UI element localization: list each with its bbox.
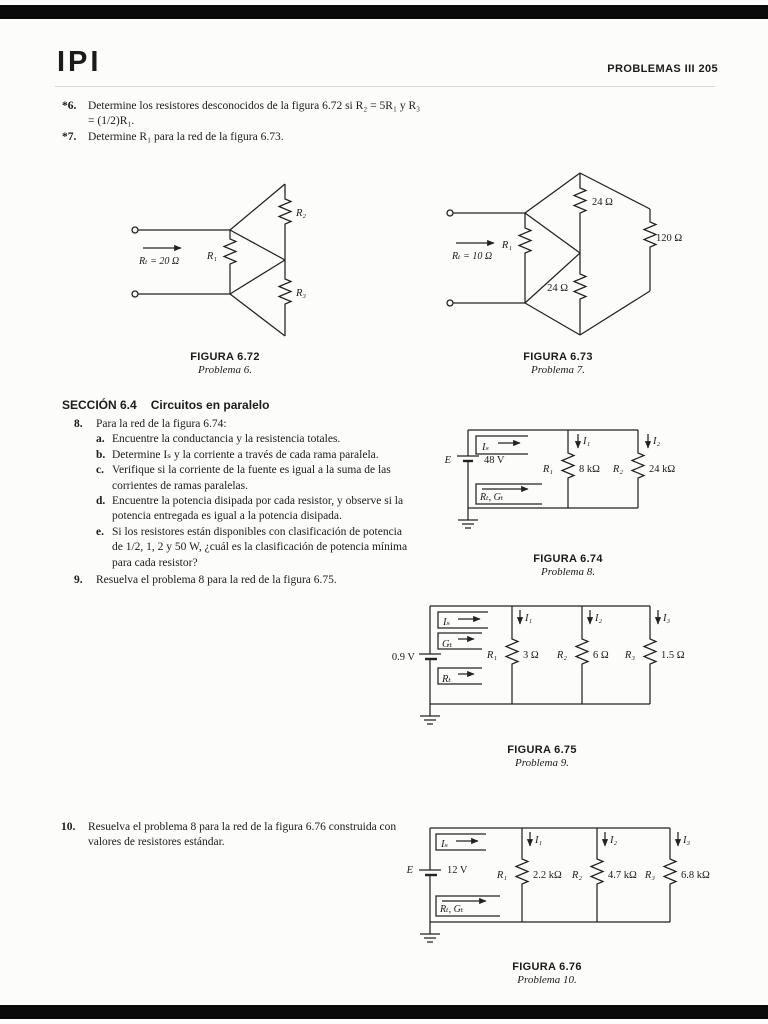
r2-value: 6 Ω (593, 650, 609, 661)
r2-label: R₂ (296, 208, 307, 219)
resistor-r2 (576, 606, 588, 704)
r1-value: 3 Ω (523, 650, 539, 661)
gt-label: Gₜ (442, 639, 453, 650)
problem-8-item-d: d. Encuentre la potencia disipada por cada resistor, y observe si la potencia entregada es igual a la potencia disipada. (96, 495, 404, 523)
battery-icon (419, 654, 441, 659)
resistor-r1 (562, 430, 574, 508)
r1-label: R₁ (542, 464, 553, 475)
i2-label: I₂ (653, 436, 661, 447)
rt-label: Rₜ = 20 Ω (139, 256, 180, 267)
problem-8-item-c: c. Verifique si la corriente de la fuente es igual a la suma de las corrientes de ramas paralelas. (96, 464, 391, 492)
resistor-r1 (506, 606, 518, 704)
figure-title: FIGURA 6.72 (190, 351, 260, 363)
figure-676-caption (382, 961, 712, 986)
i3-label: I₃ (683, 835, 691, 846)
battery-icon (419, 870, 441, 875)
figure-675-circuit (392, 592, 692, 742)
resistor-r3 (664, 828, 676, 922)
problem-10-text: Resuelva el problema 8 para la red de la figura 6.76 construida con valores de resistores estándar. (88, 821, 397, 849)
wire (230, 294, 285, 336)
source-value: 0.9 V (391, 652, 415, 663)
problem-7-text: Determine R₁ para la red de la figura 6.73. (88, 131, 284, 143)
wire (525, 213, 580, 253)
wire (525, 173, 580, 213)
figure-subtitle: Problema 9. (515, 757, 569, 769)
wire (230, 184, 285, 230)
rtgt-label: Rₜ, Gₜ (440, 904, 464, 915)
section-number: SECCIÓN 6.4 (62, 398, 137, 412)
resistor-24-top (574, 173, 586, 253)
rt-label: Rₜ (442, 674, 452, 685)
problem-8 (74, 417, 412, 571)
terminal-icon (447, 210, 453, 216)
source-label: E (444, 455, 451, 466)
ground-icon (420, 922, 440, 942)
problem-6 (62, 99, 424, 130)
i2-label: I₂ (610, 835, 618, 846)
r-top-label: 24 Ω (592, 197, 613, 208)
section-title: Circuitos en paralelo (150, 398, 270, 412)
figure-subtitle: Problema 8. (541, 566, 595, 578)
wire (525, 303, 580, 335)
figure-676-circuit (392, 810, 722, 960)
r3-label: R₃ (296, 288, 307, 299)
section-heading (62, 398, 269, 412)
problem-6-text: Determine los resistores desconocidos de la figura 6.72 si R₂ = 5R₁ y R₃ = (1/2)R₁. (88, 100, 421, 128)
resistor-120 (644, 209, 656, 291)
rtgt-label: Rₜ, Gₜ (480, 492, 504, 503)
r3-value: 1.5 Ω (661, 650, 685, 661)
r3-label: R₃ (644, 870, 655, 881)
r1-label: R₁ (501, 240, 512, 251)
source-label: E (406, 865, 413, 876)
figure-title: FIGURA 6.73 (523, 351, 593, 363)
r2-label: R₂ (612, 464, 623, 475)
resistor-24-bottom (574, 253, 586, 335)
is-label: Iₛ (441, 839, 449, 850)
problem-7-number: *7. (62, 131, 77, 143)
i1-label: I₁ (583, 436, 591, 447)
figure-673-caption (448, 351, 668, 376)
resistor-r1 (519, 213, 531, 303)
r-bottom-label: 24 Ω (547, 283, 568, 294)
problem-6-number: *6. (62, 100, 77, 112)
source-value: 12 V (447, 865, 468, 876)
resistor-r3 (279, 260, 291, 336)
r2-value: 4.7 kΩ (608, 870, 637, 881)
terminal-icon (132, 227, 138, 233)
r1-value: 2.2 kΩ (533, 870, 562, 881)
r3-label: R₃ (624, 650, 635, 661)
i1-label: I₁ (525, 613, 533, 624)
problem-9-text: Resuelva el problema 8 para la red de la figura 6.75. (96, 574, 337, 586)
resistor-r2 (591, 828, 603, 922)
header-rule (55, 86, 715, 87)
terminal-icon (447, 300, 453, 306)
figure-title: FIGURA 6.75 (507, 744, 577, 756)
figure-673-circuit (440, 163, 692, 348)
resistor-r2 (632, 430, 644, 508)
figure-subtitle: Problema 10. (517, 974, 577, 986)
ground-icon (458, 508, 478, 528)
figure-subtitle: Problema 7. (531, 364, 585, 376)
running-head: PROBLEMAS III 205 (607, 63, 718, 75)
problem-8-item-b: b. Determine Iₛ y la corriente a través de cada rama paralela. (96, 448, 379, 461)
i1-label: I₁ (535, 835, 543, 846)
figure-672-caption (125, 351, 325, 376)
resistor-r2 (279, 184, 291, 260)
i3-label: I₃ (663, 613, 671, 624)
r1-label: R₁ (486, 650, 497, 661)
wire (580, 173, 650, 209)
r3-value: 6.8 kΩ (681, 870, 710, 881)
r2-label: R₂ (556, 650, 567, 661)
figure-674-circuit (438, 398, 698, 548)
battery-icon (457, 456, 479, 461)
problem-8-intro: Para la red de la figura 6.74: (96, 418, 227, 430)
wire (580, 291, 650, 335)
problem-10 (61, 820, 424, 851)
problem-8-item-a: a. Encuentre la conductancia y la resistencia totales. (96, 433, 341, 446)
wire (230, 260, 285, 294)
r1-label: R₁ (206, 251, 217, 262)
page-top-bar (0, 5, 768, 19)
figure-title: FIGURA 6.74 (533, 553, 603, 565)
ground-icon (420, 704, 440, 724)
source-value: 48 V (484, 455, 505, 466)
i2-label: I₂ (595, 613, 603, 624)
problem-8-number: 8. (74, 418, 83, 430)
figure-674-caption (438, 553, 698, 578)
wire (230, 230, 285, 260)
r2-value: 24 kΩ (649, 464, 676, 475)
fig675-wires (430, 606, 650, 704)
rt-label: Rₜ = 10 Ω (452, 251, 493, 262)
problem-10-number: 10. (61, 821, 76, 833)
resistor-r1 (516, 828, 528, 922)
wire (525, 253, 580, 303)
resistor-r1 (224, 230, 236, 294)
r-right-label: 120 Ω (656, 233, 683, 244)
r1-label: R₁ (496, 870, 507, 881)
resistor-r3 (644, 606, 656, 704)
page-bottom-bar (0, 1005, 768, 1019)
problem-9 (74, 573, 412, 588)
problem-7 (62, 130, 424, 145)
r1-value: 8 kΩ (579, 464, 600, 475)
problem-8-item-e: e. Si los resistores están disponibles con clasificación de potencia de 1/2, 1, 2 y 50 W, ¿cuál es la clasificación de potencia mínima para cada resistor? (96, 525, 408, 569)
terminal-icon (132, 291, 138, 297)
figure-675-caption (392, 744, 692, 769)
figure-title: FIGURA 6.76 (512, 961, 582, 973)
is-label: Iₛ (482, 442, 490, 453)
figure-672-circuit (125, 172, 325, 347)
is-label: Iₛ (443, 617, 451, 628)
figure-subtitle: Problema 6. (198, 364, 252, 376)
r2-label: R₂ (571, 870, 582, 881)
publisher-logo: IPI (57, 46, 102, 78)
problem-9-number: 9. (74, 574, 83, 586)
